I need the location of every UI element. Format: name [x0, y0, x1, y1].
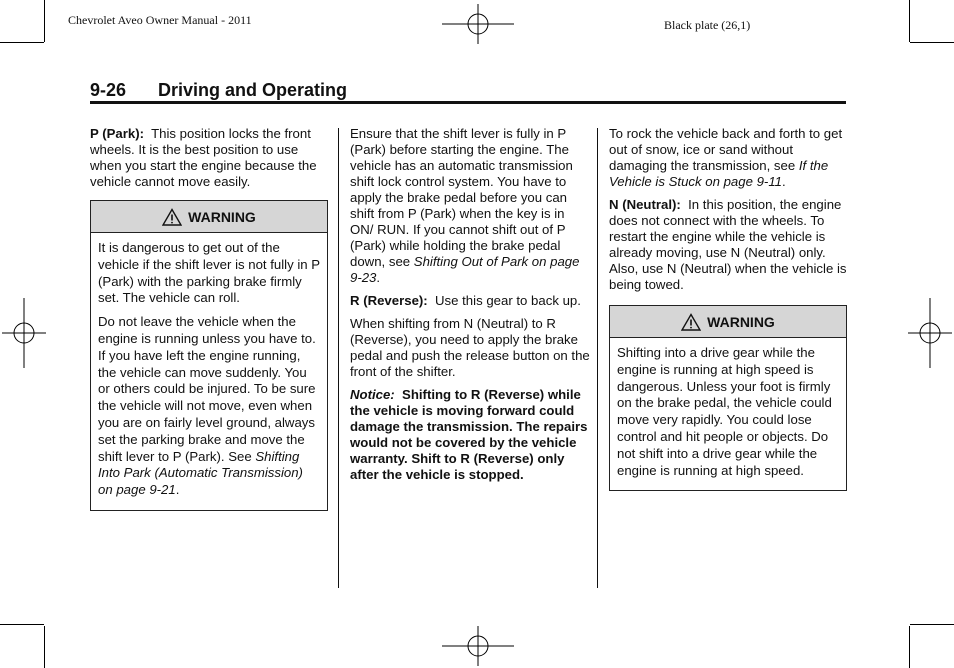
shift-lock-text-end: . — [376, 270, 381, 285]
neutral-paragraph — [609, 197, 847, 293]
registration-mark-icon — [442, 4, 514, 44]
crop-mark — [909, 626, 910, 668]
neutral-text: In this position, the engine does not connect with the wheels. To restart the engine while the vehicle is already moving, use N (Neutral) only. Also, use N (Neutral) when the vehicle is being towed. — [609, 197, 847, 292]
running-header-title: Chevrolet Aveo Owner Manual - 2011 — [68, 13, 252, 27]
park-text: This position locks the front wheels. It is the best position to use when you start the engine because the vehicle cannot move easily. — [90, 126, 317, 189]
notice-text: Shifting to R (Reverse) while the vehicle is moving forward could damage the transmission. The repairs would not be covered by the vehicle warranty. Shift to R (Reverse) only after the vehicle is stopped. — [350, 387, 588, 482]
cross-reference-link[interactable]: If the Vehicle is Stuck on page 9-11 — [609, 158, 829, 189]
crop-mark — [910, 624, 954, 625]
reverse-label: R (Reverse): — [350, 293, 428, 308]
warning-label: WARNING — [707, 313, 775, 330]
rock-vehicle-text-end: . — [782, 174, 786, 189]
notice-paragraph — [350, 387, 590, 483]
cross-reference-link[interactable]: Shifting Out of Park on page 9-23 — [350, 254, 580, 285]
warning-triangle-icon — [681, 313, 701, 331]
registration-mark-icon — [2, 298, 46, 368]
crop-mark — [909, 0, 910, 42]
park-label: P (Park): — [90, 126, 144, 141]
neutral-label: N (Neutral): — [609, 197, 681, 212]
column-3 — [609, 126, 847, 491]
warning-box — [90, 200, 328, 511]
crop-mark — [910, 42, 954, 43]
warning-header — [91, 201, 327, 233]
shift-lock-text: Ensure that the shift lever is fully in P (Park) before starting the engine. The vehicle has an automatic transmission shift lock control system. You have to apply the brake pedal before you can shift from P (Park) when the key is in ON/ RUN. If you cannot shift out of P (Park) while holding the brake pedal down, see — [350, 126, 573, 269]
column-1 — [90, 126, 328, 511]
warning-paragraph: Shifting into a drive gear while the engine is running at high speed is dangerous. Unless your foot is firmly on the brake pedal, the vehicle could move very rapidly. You could lose control and hit people or objects. Do not shift into a drive gear while the engine is running at high speed. — [617, 345, 832, 478]
running-header-plate: Black plate (26,1) — [664, 18, 751, 32]
column-2 — [350, 126, 590, 490]
neutral-to-reverse-paragraph: When shifting from N (Neutral) to R (Reverse), you need to apply the brake pedal and push the release button on the front of the shifter. — [350, 316, 590, 379]
crop-mark — [0, 42, 44, 43]
registration-mark-icon — [908, 298, 952, 368]
warning-triangle-icon — [162, 208, 182, 226]
warning-body — [610, 338, 846, 490]
park-paragraph — [90, 126, 328, 190]
warning-paragraph: It is dangerous to get out of the vehicle if the shift lever is not fully in P (Park) with the parking brake firmly set. The vehicle can roll. — [98, 240, 320, 306]
warning-box — [609, 305, 847, 491]
reverse-paragraph — [350, 293, 590, 309]
cross-reference-link[interactable]: Shifting Into Park (Automatic Transmission) on page 9-21 — [98, 448, 303, 498]
rock-vehicle-paragraph — [609, 126, 847, 190]
warning-label: WARNING — [188, 208, 256, 225]
warning-header — [610, 306, 846, 338]
warning-paragraph — [98, 314, 320, 499]
registration-mark-icon — [442, 626, 514, 666]
column-divider — [338, 128, 339, 588]
crop-mark — [44, 626, 45, 668]
crop-mark — [0, 624, 44, 625]
warning-body — [91, 233, 327, 510]
section-title — [90, 80, 347, 101]
warning-text: Do not leave the vehicle when the engine is running unless you have to. If you have left the engine running, the vehicle can move suddenly. You or others could be injured. To be sure the vehicle will not move, even when you are on fairly level ground, always set the parking brake and move the shift lever to P (Park). See — [98, 314, 316, 464]
warning-text-end: . — [175, 482, 180, 498]
column-divider — [597, 128, 598, 588]
notice-label: Notice: — [350, 387, 395, 402]
crop-mark — [44, 0, 45, 42]
page-number: 9-26 — [90, 80, 127, 100]
rock-vehicle-text: To rock the vehicle back and forth to get out of snow, ice or sand without damaging the transmission, see — [609, 126, 843, 173]
shift-lock-paragraph — [350, 126, 590, 286]
reverse-text: Use this gear to back up. — [435, 293, 581, 308]
section-rule — [90, 101, 846, 104]
section-name: Driving and Operating — [158, 80, 348, 100]
